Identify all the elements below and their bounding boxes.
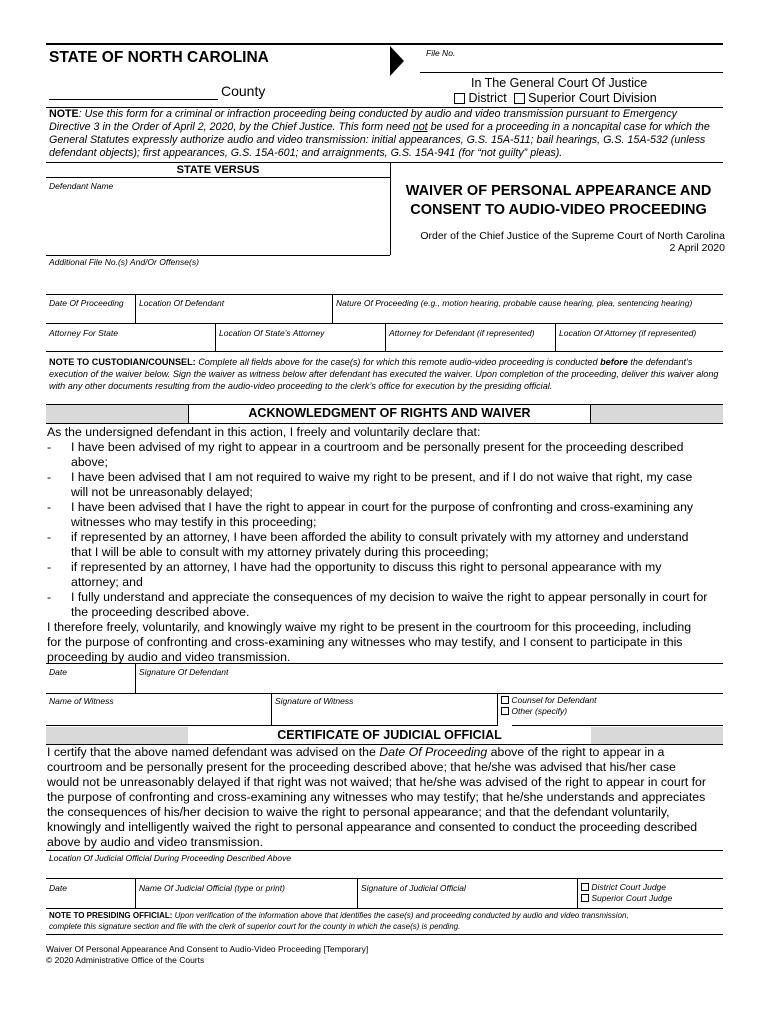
counsel-label: Counsel for Defendant	[511, 695, 597, 705]
sig-defendant-label: Signature Of Defendant	[139, 667, 229, 677]
court-line: In The General Court Of Justice	[471, 76, 648, 90]
district-checkbox[interactable]	[454, 93, 465, 104]
file-arrow-icon	[390, 46, 404, 76]
ack-item: if represented by an attorney, I have had the opportunity to discuss this right to personal appearance with my attorney; and	[71, 560, 662, 589]
additional-file-label: Additional File No.(s) And/Or Offense(s)	[49, 257, 199, 267]
note-text: NOTE: Use this form for a criminal or infraction proceeding being conducted by audio and video transmission pursuant to Emergency Directive 3 in the Order of April 2, 2020, by the Chief Justice. This form need not be used for a proceeding in a noncapital case for which the General Statutes expressly authorize audio and video transmission: initial appearances, G.S. 15A-511; bail hearings, G.S. 15A-532 (unless defendant objects); first appearances, G.S. 15A-601; and arraignments, G.S. 15A-941 (for “not guilty” pleas).	[49, 108, 710, 159]
custodian-note: NOTE TO CUSTODIAN/COUNSEL: Complete all fields above for the case(s) for which this remote audio-video proceeding is conducted before the defendant’s execution of the waiver below. Sign the waiver as witness below after defendant has executed the waiver. Upon completion of the proceeding, deliver this waiver along with any other documents resulting from the audio-video proceeding to the clerk’s office for execution by the presiding official.	[49, 357, 719, 391]
ack-intro: As the undersigned defendant in this action, I freely and voluntarily declare that:	[47, 425, 481, 439]
district-label: District	[468, 91, 507, 105]
counsel-checkbox[interactable]	[501, 696, 509, 704]
name-witness-label: Name of Witness	[49, 696, 114, 706]
ack-closing: I therefore freely, voluntarily, and knowingly waive my right to be present in the courtroom for this proceeding, including for the purpose of confronting and cross-examining any witnesses who may testify, and I consent to participate in this proceeding by audio and video transmission.	[47, 620, 692, 664]
bullet-marker: -	[47, 500, 52, 514]
district-judge-checkbox[interactable]	[581, 883, 589, 891]
other-checkbox[interactable]	[501, 707, 509, 715]
ack-item: I fully understand and appreciate the consequences of my decision to waive the right to appear personally in court for the proceeding described above.	[71, 590, 708, 619]
other-label: Other (specify)	[511, 706, 568, 716]
bullet-marker: -	[47, 530, 52, 544]
date-of-proceeding-label: Date Of Proceeding	[49, 298, 124, 308]
bullet-marker: -	[47, 590, 52, 604]
sig-official-label: Signature of Judicial Official	[361, 883, 466, 893]
attorney-defendant-label: Attorney for Defendant (if represented)	[389, 328, 535, 338]
superior-judge-label: Superior Court Judge	[591, 893, 673, 903]
ack-heading: ACKNOWLEDGMENT OF RIGHTS AND WAIVER	[248, 406, 531, 420]
superior-judge-checkbox[interactable]	[581, 894, 589, 902]
cert-text: I certify that the above named defendant was advised on the Date Of Proceeding above of the right to appear in a courtroom and be personally present for the proceeding described above; that he/she was advised that his/her case would not be unreasonably delayed if that right was not waived; that he/she was advised of the right to appear in court for the purpose of confronting and cross-examining any witnesses who may testify; that he/she understands and appreciates the consequences of his/her decision to waive the right to personal appearance; and that the defendant voluntarily, knowingly and intelligently waived the right to personal appearance and consented to conduct the proceeding described above by audio and video transmission.	[47, 745, 706, 849]
location-official-label: Location Of Judicial Official During Proceeding Described Above	[49, 853, 292, 863]
cert-heading: CERTIFICATE OF JUDICIAL OFFICIAL	[277, 728, 502, 742]
bullet-marker: -	[47, 470, 52, 484]
ack-item: I have been advised of my right to appear in a courtroom and be personally present for the proceeding described above;	[71, 440, 684, 469]
ack-item: I have been advised that I am not required to waive my right to be present, and if I do not waive that right, my case will not be unreasonably delayed;	[71, 470, 693, 499]
county-field[interactable]	[49, 99, 218, 100]
bullet-marker: -	[47, 560, 52, 574]
state-versus: STATE VERSUS	[176, 164, 260, 176]
cert-date-label: Date	[49, 883, 67, 893]
nature-proceeding-label: Nature Of Proceeding (e.g., motion hearing, probable cause hearing, plea, sentencing hearing)	[336, 298, 693, 308]
presiding-note: NOTE TO PRESIDING OFFICIAL: Upon verification of the information above that identifies the case(s) and proceeding conducted by audio and video transmission, complete this signature section and file with the clerk of superior court for the county in which the case(s) is pending.	[49, 911, 629, 931]
defendant-name-label: Defendant Name	[49, 181, 114, 191]
ack-item: I have been advised that I have the right to appear in court for the purpose of confronting and cross-examining any witnesses who may testify in this proceeding;	[71, 500, 694, 529]
name-official-label: Name Of Judicial Official (type or print)	[139, 883, 285, 893]
sig-witness-label: Signature of Witness	[275, 696, 354, 706]
date-label: Date	[49, 667, 67, 677]
superior-checkbox[interactable]	[514, 93, 525, 104]
location-state-attorney-label: Location Of State’s Attorney	[219, 328, 325, 338]
ack-item: if represented by an attorney, I have been afforded the ability to consult privately with my attorney and understand that I will be able to consult with my attorney privately during this proceeding;	[71, 530, 689, 559]
superior-label: Superior Court Division	[528, 91, 657, 105]
location-attorney-label: Location Of Attorney (if represented)	[559, 328, 697, 338]
location-defendant-label: Location Of Defendant	[139, 298, 225, 308]
form-title: WAIVER OF PERSONAL APPEARANCE AND CONSENT TO AUDIO-VIDEO PROCEEDING	[405, 183, 712, 218]
order-info: Order of the Chief Justice of the Supreme Court of North Carolina 2 April 2020	[420, 230, 725, 254]
footer: Waiver Of Personal Appearance And Consent to Audio-Video Proceeding [Temporary] © 2020 Administrative Office of the Courts	[46, 944, 369, 965]
bullet-marker: -	[47, 440, 52, 454]
district-judge-label: District Court Judge	[591, 882, 667, 892]
file-no-label: File No.	[426, 48, 456, 58]
state-name: STATE OF NORTH CAROLINA	[49, 49, 269, 66]
county-label: County	[221, 83, 266, 99]
attorney-state-label: Attorney For State	[49, 328, 118, 338]
